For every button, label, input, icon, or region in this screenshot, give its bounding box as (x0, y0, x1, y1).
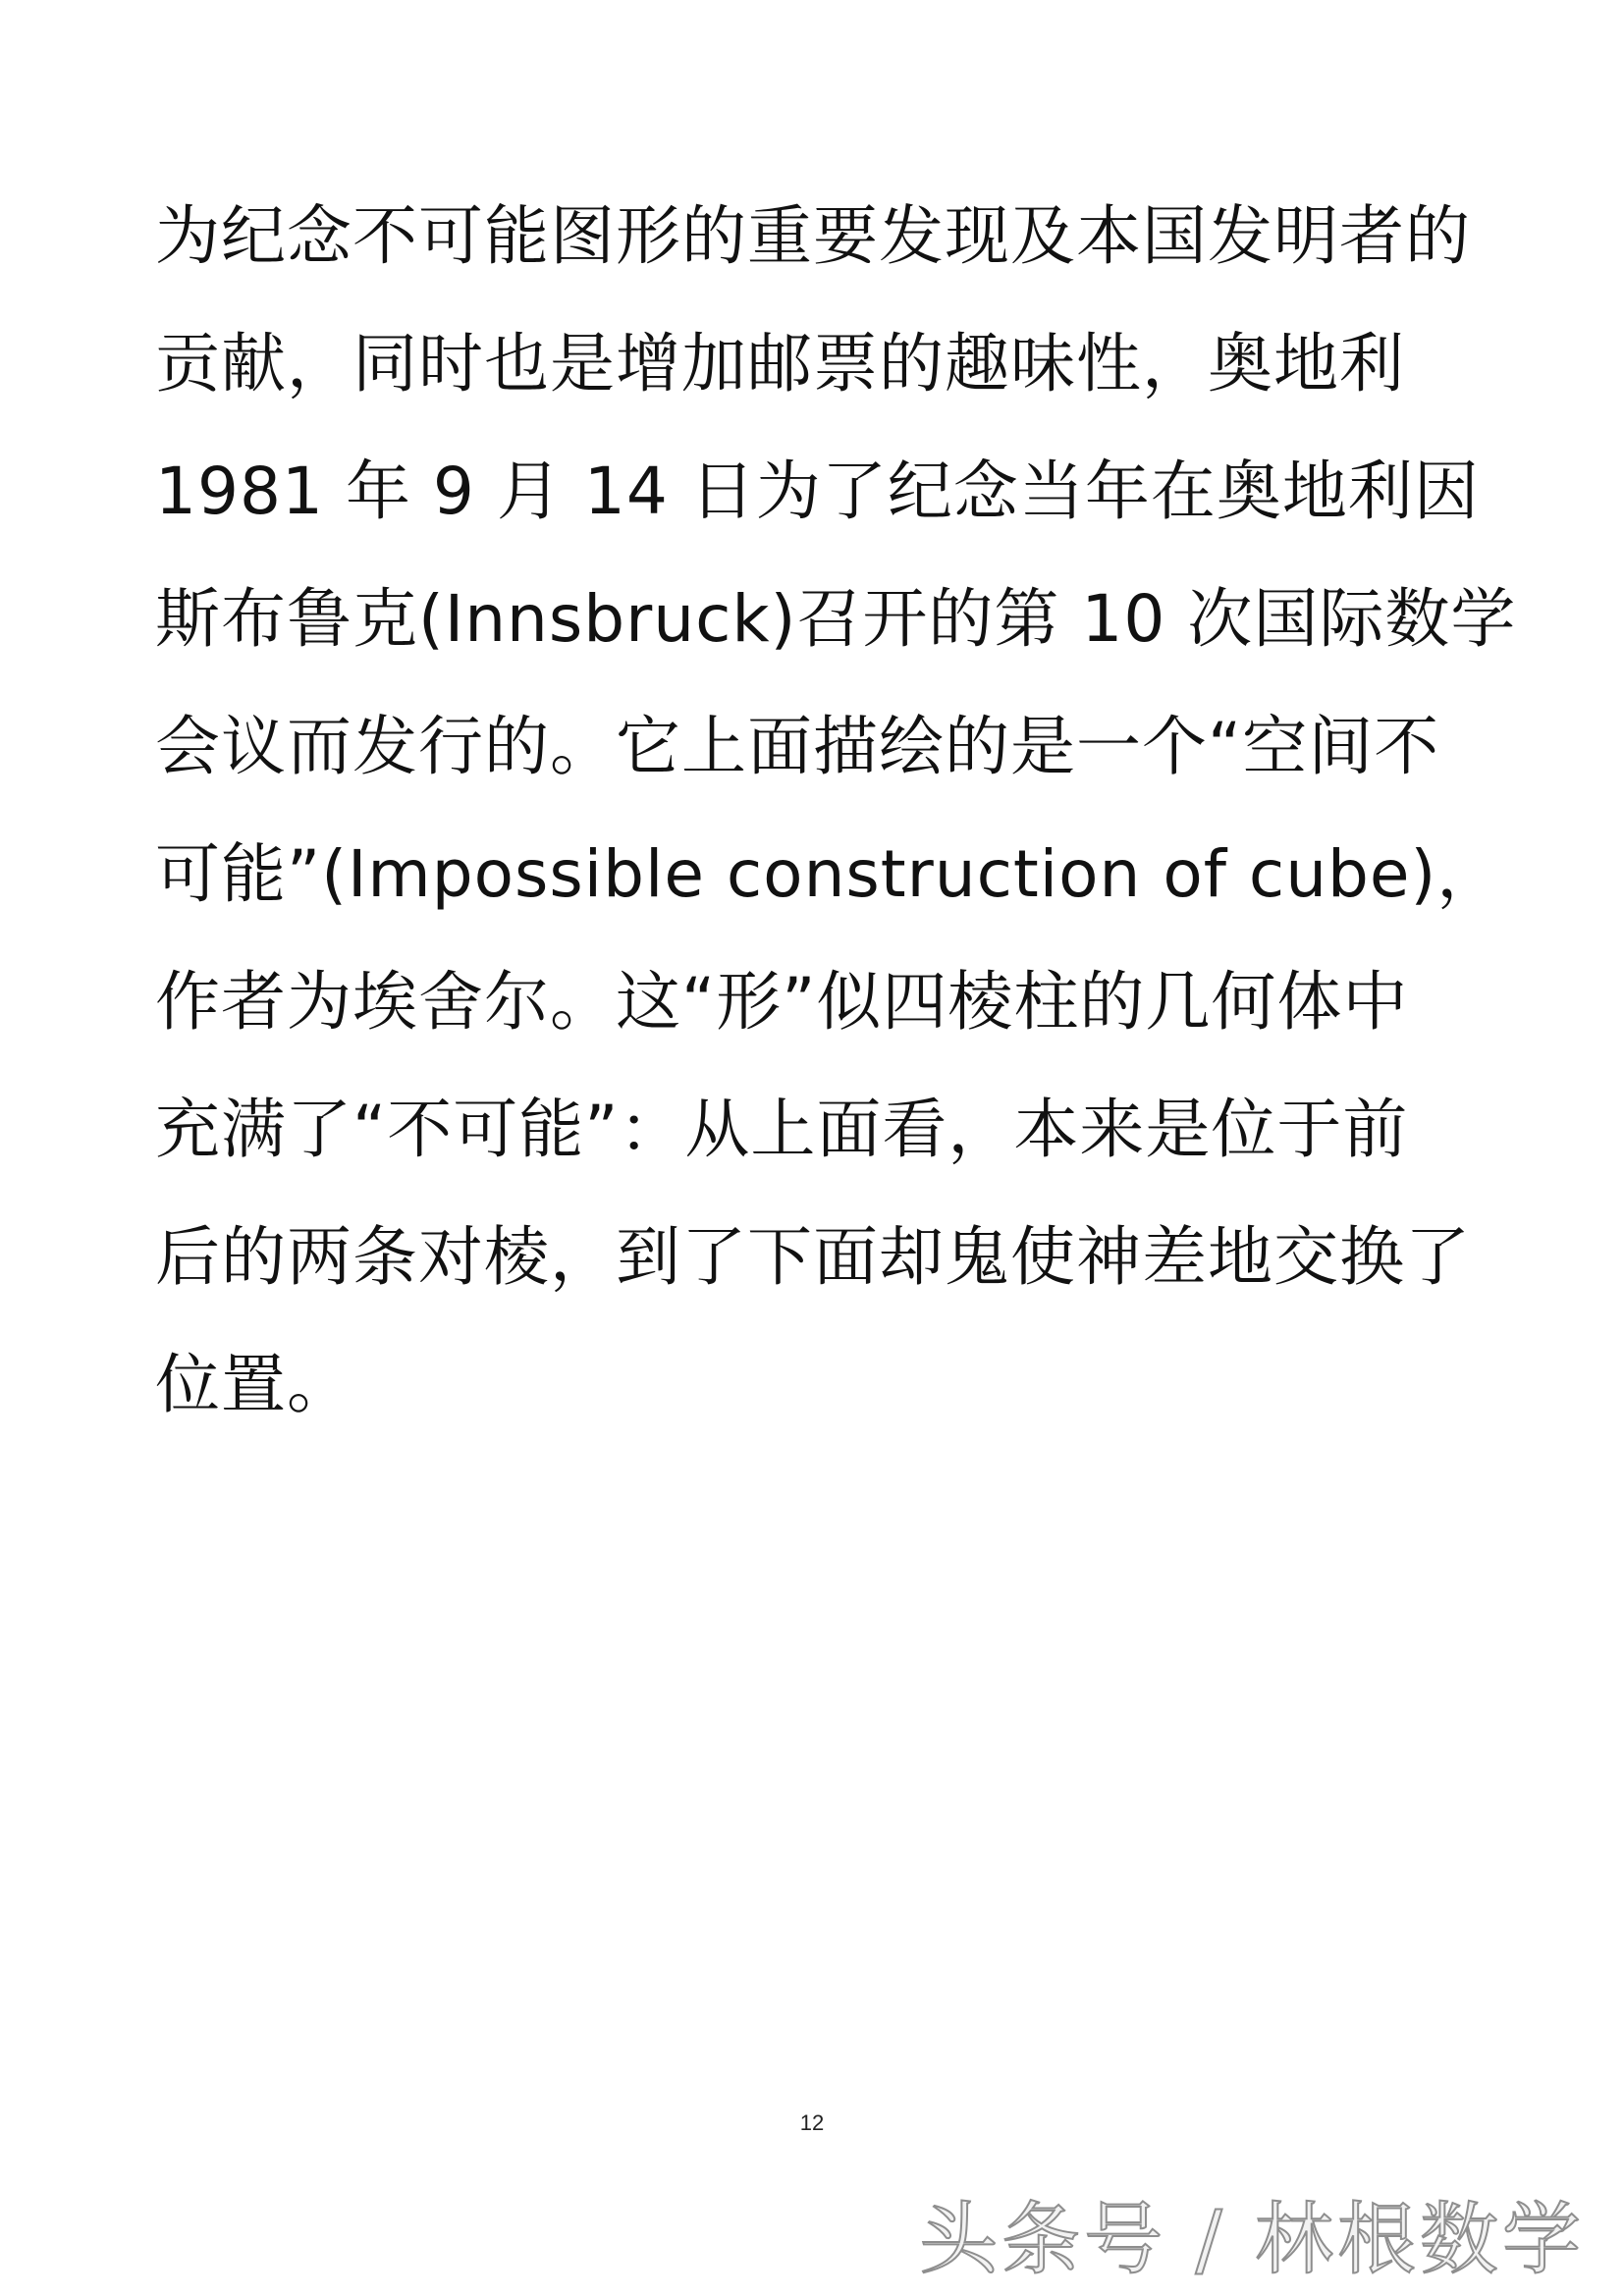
page-number: 12 (799, 2110, 825, 2135)
paragraph-line: 为纪念不可能图形的重要发现及本国发明者的 (155, 198, 1471, 274)
watermark: 头条号 / 林根数学 (919, 2194, 1585, 2285)
paragraph-line: 后的两条对棱，到了下面却鬼使神差地交换了 (155, 1219, 1471, 1295)
paragraph-line: 1981 年 9 月 14 日为了纪念当年在奥地利因 (155, 454, 1480, 529)
paragraph-line: 作者为埃舍尔。这“形”似四棱柱的几何体中 (155, 964, 1409, 1040)
body-paragraph (155, 173, 1517, 1449)
paragraph-line: 位置。 (155, 1347, 352, 1422)
paragraph-line: 贡献，同时也是增加邮票的趣味性，奥地利 (155, 326, 1405, 401)
paragraph-line: 斯布鲁克(Innsbruck)召开的第 10 次国际数学 (155, 581, 1517, 657)
paragraph-line: 会议而发行的。它上面描绘的是一个“空间不 (155, 709, 1440, 784)
paragraph-line: 充满了“不可能”：从上面看，本来是位于前 (155, 1092, 1409, 1167)
paragraph-line: 可能”(Impossible construction of cube)， (155, 836, 1503, 912)
